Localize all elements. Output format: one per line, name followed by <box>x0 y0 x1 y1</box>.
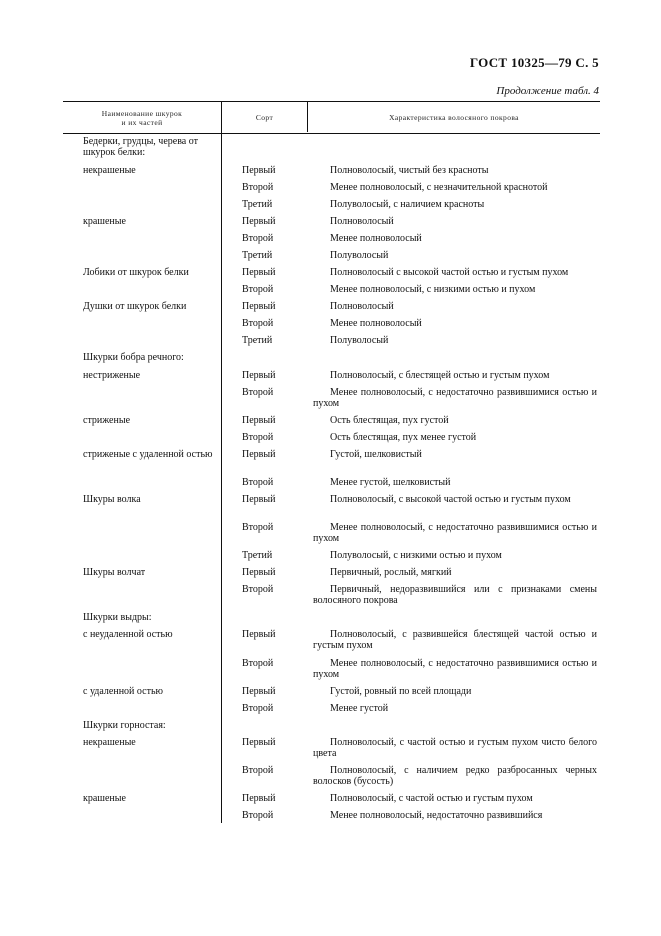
row-sort: Первый <box>242 301 276 312</box>
row-characteristic: Полуволосый, с наличием красноты <box>330 199 485 210</box>
row-sort: Второй <box>242 233 274 244</box>
row-sort: Второй <box>242 318 274 329</box>
row-name: крашеные <box>83 793 126 804</box>
row-name: стриженые <box>83 415 131 426</box>
row-name: с удаленной остью <box>83 686 163 697</box>
row-sort: Второй <box>242 658 274 669</box>
row-characteristic: Полноволосый <box>330 301 394 312</box>
row-sort: Второй <box>242 432 274 443</box>
row-name: Лобики от шкурок белки <box>83 267 189 278</box>
row-name: Шкуры волка <box>83 494 141 505</box>
row-name: стриженые с удаленной остью <box>83 449 213 460</box>
row-sort: Второй <box>242 522 274 533</box>
row-sort: Третий <box>242 199 273 210</box>
column-divider-sort <box>307 101 308 132</box>
row-name: некрашеные <box>83 737 136 748</box>
header-characteristic-column: Характеристика волосяного покрова <box>389 113 519 122</box>
row-characteristic: Полноволосый, с частой остью и густым пухом <box>330 793 533 804</box>
row-characteristic: Менее полноволосый, с недостаточно развившимися остью и пухом <box>313 658 597 680</box>
row-name: крашеные <box>83 216 126 227</box>
row-sort: Второй <box>242 284 274 295</box>
row-name: Шкурки выдры: <box>83 612 152 623</box>
row-sort: Первый <box>242 415 276 426</box>
row-characteristic: Первичный, недоразвившийся или с признаками смены волосяного покрова <box>313 584 597 606</box>
row-characteristic: Ость блестящая, пух менее густой <box>330 432 477 443</box>
row-characteristic: Менее густой <box>330 703 389 714</box>
page-header-title: ГОСТ 10325—79 С. 5 <box>469 55 599 70</box>
row-sort: Первый <box>242 793 276 804</box>
row-sort: Второй <box>242 182 274 193</box>
row-sort: Второй <box>242 765 274 776</box>
row-sort: Третий <box>242 250 273 261</box>
row-characteristic: Полуволосый <box>330 250 389 261</box>
row-sort: Третий <box>242 335 273 346</box>
header-sort-column: Сорт <box>255 113 274 122</box>
row-characteristic: Полноволосый, чистый без красноты <box>330 165 489 176</box>
row-name: Бедерки, грудцы, черева от шкурок белки: <box>83 136 198 158</box>
row-sort: Первый <box>242 370 276 381</box>
row-characteristic: Полноволосый, с частой остью и густым пухом чисто белого цвета <box>313 737 597 759</box>
row-characteristic: Густой, шелковистый <box>330 449 422 460</box>
header-name-line1: Наименование шкурок <box>101 108 183 118</box>
row-characteristic: Менее полноволосый, с незначительной краснотой <box>330 182 548 193</box>
row-sort: Первый <box>242 567 276 578</box>
row-characteristic: Полуволосый <box>330 335 389 346</box>
row-sort: Первый <box>242 449 276 460</box>
row-characteristic: Полноволосый, с высокой частой остью и густым пухом <box>330 494 571 505</box>
row-sort: Первый <box>242 494 276 505</box>
row-name: некрашеные <box>83 165 136 176</box>
header-name-column <box>63 102 221 133</box>
row-sort: Второй <box>242 387 274 398</box>
row-sort: Первый <box>242 165 276 176</box>
row-characteristic: Полноволосый, с блестящей остью и густым пухом <box>330 370 550 381</box>
row-characteristic: Полуволосый, с низкими остью и пухом <box>330 550 502 561</box>
row-name: с неудаленной остью <box>83 629 173 640</box>
row-sort: Второй <box>242 477 274 488</box>
column-divider-name <box>221 101 222 823</box>
row-characteristic: Первичный, рослый, мягкий <box>330 567 452 578</box>
table-header <box>63 101 600 134</box>
row-characteristic: Густой, ровный по всей площади <box>330 686 472 697</box>
row-characteristic: Полноволосый, с развившейся блестящей частой остью и густым пухом <box>313 629 597 651</box>
row-name: Шкурки бобра речного: <box>83 352 184 363</box>
row-sort: Первый <box>242 737 276 748</box>
row-sort: Первый <box>242 267 276 278</box>
row-characteristic: Менее полноволосый, недостаточно развившийся <box>330 810 543 821</box>
row-sort: Второй <box>242 584 274 595</box>
row-sort: Первый <box>242 629 276 640</box>
table-continuation-label: Продолжение табл. 4 <box>496 85 599 97</box>
row-name: Душки от шкурок белки <box>83 301 187 312</box>
header-name-line2: и их частей <box>121 117 163 127</box>
row-sort: Второй <box>242 703 274 714</box>
row-sort: Второй <box>242 810 274 821</box>
row-name: Шкурки горностая: <box>83 720 166 731</box>
row-sort: Первый <box>242 686 276 697</box>
row-name: Шкуры волчат <box>83 567 146 578</box>
row-characteristic: Полноволосый, с наличием редко разбросанных черных волосков (бусость) <box>313 765 597 787</box>
row-characteristic: Ость блестящая, пух густой <box>330 415 449 426</box>
row-characteristic: Менее полноволосый, с недостаточно развившимися остью и пухом <box>313 522 597 544</box>
row-sort: Третий <box>242 550 273 561</box>
row-characteristic: Менее полноволосый <box>330 318 422 329</box>
fur-table <box>63 101 600 821</box>
row-name: нестриженые <box>83 370 141 381</box>
row-characteristic: Менее полноволосый <box>330 233 422 244</box>
row-characteristic: Полноволосый с высокой частой остью и густым пухом <box>330 267 569 278</box>
row-sort: Первый <box>242 216 276 227</box>
row-characteristic: Менее полноволосый, с недостаточно развившимися остью и пухом <box>313 387 597 409</box>
row-characteristic: Менее полноволосый, с низкими остью и пухом <box>330 284 536 295</box>
row-characteristic: Полноволосый <box>330 216 394 227</box>
row-characteristic: Менее густой, шелковистый <box>330 477 451 488</box>
